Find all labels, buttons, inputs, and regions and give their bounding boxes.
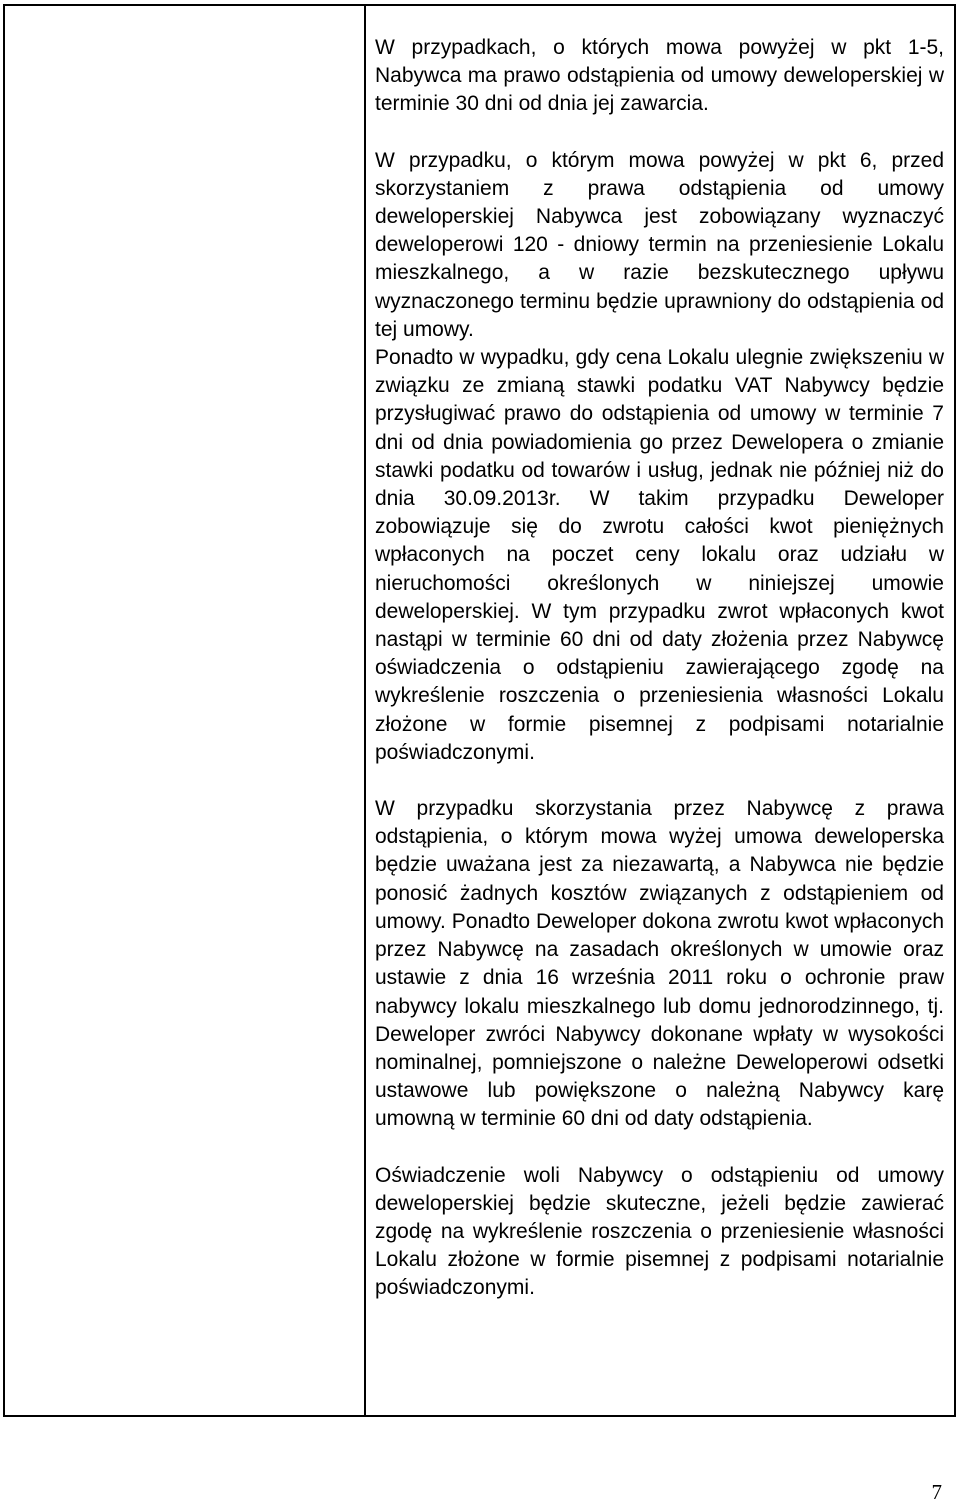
right-cell (366, 6, 954, 1415)
paragraph-withdrawal-pkt-6: W przypadku, o którym mowa powyżej w pkt 6, przed skorzystaniem z prawa odstąpienia od umowy deweloperskiej Nabywca jest zobowiązany wyznaczyć deweloperowi 120 - dniowy termin na przeniesienie Lokalu mieszkalnego, a w razie bezskutecznego upływu wyznaczonego terminu będzie uprawniony do odstąpienia od tej umowy. (375, 148, 944, 341)
paragraph-withdrawal-effects: W przypadku skorzystania przez Nabywcę z prawa odstąpienia, o którym mowa wyżej umowa deweloperska będzie uważana jest za niezawartą, a Nabywca nie będzie ponosić żadnych kosztów związanych z odstąpieniem od umowy. Ponadto Deweloper dokona zwrotu kwot wpłaconych przez Nabywcę na zasadach określonych w umowie oraz ustawie z dnia 16 września 2011 roku o ochronie praw nabywcy lokalu mieszkalnego lub domu jednorodzinnego, tj. Deweloper zwróci Nabywcy dokonane wpłaty w wysokości nominalnej, pomniejszone o należne Deweloperowi odsetki ustawowe lub powiększone o należną Nabywcy karę umowną w terminie 60 dni od daty odstąpienia. (375, 797, 944, 1131)
paragraph-declaration-effectiveness: Oświadczenie woli Nabywcy o odstąpieniu od umowy deweloperskiej będzie skuteczne, jeżeli będzie zawierać zgodę na wykreślenie roszczenia o przeniesienie własności Lokalu złożone w formie pisemnej z podpisami notarialnie poświadczonymi. (375, 1163, 944, 1300)
page-number: 7 (931, 1480, 942, 1504)
paragraph-vat-change: Ponadto w wypadku, gdy cena Lokalu ulegnie zwiększeniu w związku ze zmianą stawki podatku VAT Nabywcy będzie przysługiwać prawo do odstąpienia od umowy w terminie 7 dni od dnia powiadomienia go przez Dewelopera o zmianie stawki podatku od towarów i usług, jednak nie później niż do dnia 30.09.2013r. W takim przypadku Deweloper zobowiązuje się do zwrotu całości kwot pieniężnych wpłaconych na poczet ceny lokalu oraz udziału w nieruchomości określonych w niniejszej umowie deweloperskiej. W tym przypadku zwrot wpłaconych kwot nastąpi w terminie 60 dni od daty złożenia przez Nabywcę oświadczenia o odstąpieniu zawierającego zgodę na wykreślenie roszczenia o przeniesienia własności Lokalu złożone w formie pisemnej z podpisami notarialnie poświadczonymi. (375, 346, 944, 764)
contract-table (3, 4, 956, 1417)
paragraph-withdrawal-pkt-1-5: W przypadkach, o których mowa powyżej w pkt 1-5, Nabywca ma prawo odstąpienia od umowy deweloperskiej w terminie 30 dni od dnia jej zawarcia. (375, 36, 944, 116)
left-cell-empty (5, 6, 362, 1415)
